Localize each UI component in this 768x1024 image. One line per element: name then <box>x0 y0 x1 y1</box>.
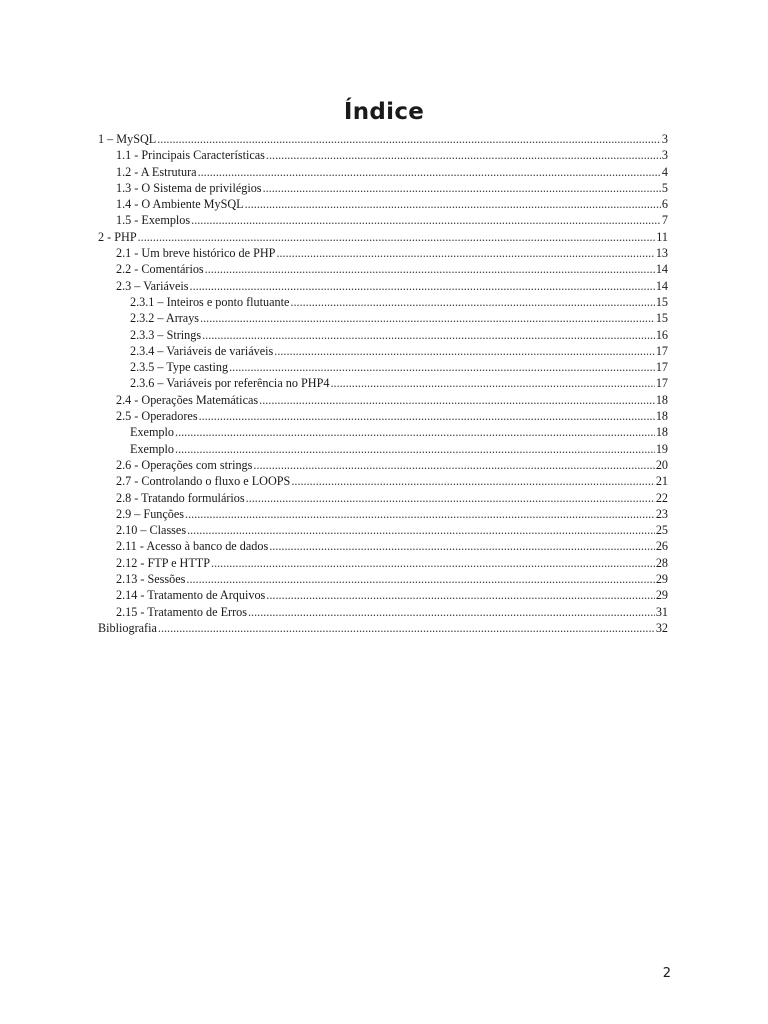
toc-entry[interactable] <box>98 473 668 489</box>
toc-entry-label: 2.3.3 – Strings <box>130 327 202 342</box>
toc-entry[interactable] <box>98 359 668 375</box>
toc-entry-label: 1.3 - O Sistema de privilégios <box>116 180 262 195</box>
toc-entry[interactable] <box>98 587 668 603</box>
toc-entry[interactable] <box>98 245 668 261</box>
toc-entry-label: 2.3 – Variáveis <box>116 278 189 293</box>
toc-entry-label: 2.3.6 – Variáveis por referência no PHP4 <box>130 376 330 391</box>
toc-dot-leader <box>187 522 655 538</box>
toc-entry[interactable] <box>98 196 668 212</box>
toc-entry[interactable] <box>98 278 668 294</box>
toc-dot-leader <box>200 310 655 326</box>
toc-entry[interactable] <box>98 538 668 554</box>
toc-entry-page: 29 <box>655 572 668 587</box>
toc-dot-leader <box>263 180 661 196</box>
toc-entry[interactable] <box>98 164 668 180</box>
toc-entry-label: 2.3.1 – Inteiros e ponto flutuante <box>130 294 290 309</box>
toc-entry-label: 2 - PHP <box>98 229 137 244</box>
toc-entry-page: 21 <box>655 474 668 489</box>
toc-entry-page: 25 <box>655 523 668 538</box>
page-title: Índice <box>343 99 425 126</box>
toc-entry-page: 29 <box>655 588 668 603</box>
toc-entry[interactable] <box>98 604 668 620</box>
toc-entry-page: 14 <box>655 262 668 277</box>
toc-entry[interactable] <box>98 457 668 473</box>
toc-entry-label: 2.2 - Comentários <box>116 262 204 277</box>
toc-entry[interactable] <box>98 424 668 440</box>
toc-dot-leader <box>266 587 655 603</box>
toc-entry-label: 1.1 - Principais Características <box>116 148 265 163</box>
toc-entry-label: 2.5 - Operadores <box>116 409 198 424</box>
toc-entry-label: 1.4 - O Ambiente MySQL <box>116 197 244 212</box>
toc-entry-page: 17 <box>655 376 668 391</box>
toc-dot-leader <box>190 278 655 294</box>
toc-entry-label: 2.3.2 – Arrays <box>130 311 200 326</box>
toc-entry-label: 1 – MySQL <box>98 132 157 146</box>
toc-dot-leader <box>229 359 655 375</box>
toc-entry[interactable] <box>98 441 668 457</box>
toc-entry-label: 2.6 - Operações com strings <box>116 457 253 472</box>
toc-entry-label: Bibliografia <box>98 620 157 635</box>
toc-entry[interactable] <box>98 343 668 359</box>
toc-entry-page: 15 <box>655 294 668 309</box>
toc-dot-leader <box>269 538 655 554</box>
toc-dot-leader <box>175 424 655 440</box>
toc-dot-leader <box>185 506 655 522</box>
table-of-contents <box>98 131 668 636</box>
toc-entry-label: 2.14 - Tratamento de Arquivos <box>116 588 266 603</box>
toc-entry-label: 2.13 - Sessões <box>116 572 186 587</box>
toc-dot-leader <box>211 555 655 571</box>
toc-entry-page: 6 <box>661 197 668 212</box>
toc-entry-page: 22 <box>655 490 668 505</box>
toc-entry-page: 18 <box>655 425 668 440</box>
toc-dot-leader <box>205 261 655 277</box>
toc-entry-page: 7 <box>661 213 668 228</box>
toc-entry-page: 15 <box>655 311 668 326</box>
toc-dot-leader <box>246 490 655 506</box>
toc-dot-leader <box>266 147 661 163</box>
toc-dot-leader <box>291 473 654 489</box>
toc-entry-label: 2.4 - Operações Matemáticas <box>116 392 259 407</box>
toc-entry[interactable] <box>98 375 668 391</box>
toc-entry[interactable] <box>98 310 668 326</box>
toc-dot-leader <box>191 212 661 228</box>
toc-entry-page: 20 <box>655 457 668 472</box>
toc-dot-leader <box>138 229 656 245</box>
toc-entry-label: 2.1 - Um breve histórico de PHP <box>116 246 276 261</box>
toc-dot-leader <box>276 245 654 261</box>
toc-entry-label: 2.11 - Acesso à banco de dados <box>116 539 269 554</box>
toc-entry[interactable] <box>98 294 668 310</box>
toc-entry[interactable] <box>98 392 668 408</box>
toc-entry-label: 2.10 – Classes <box>116 523 187 538</box>
toc-dot-leader <box>259 392 655 408</box>
toc-entry-page: 5 <box>661 180 668 195</box>
toc-dot-leader <box>199 408 655 424</box>
toc-entry-page: 14 <box>655 278 668 293</box>
toc-entry[interactable] <box>98 522 668 538</box>
toc-entry-label: 2.15 - Tratamento de Erros <box>116 604 247 619</box>
page-number: 2 <box>662 966 671 981</box>
toc-entry[interactable] <box>98 131 668 147</box>
toc-entry-label: Exemplo <box>130 425 175 440</box>
toc-entry-label: 1.2 - A Estrutura <box>116 164 197 179</box>
toc-entry-page: 17 <box>655 343 668 358</box>
toc-dot-leader <box>253 457 654 473</box>
toc-entry-page: 13 <box>655 246 668 261</box>
toc-entry[interactable] <box>98 555 668 571</box>
toc-entry-label: 2.12 - FTP e HTTP <box>116 555 211 570</box>
toc-dot-leader <box>202 327 655 343</box>
toc-entry-page: 17 <box>655 360 668 375</box>
toc-dot-leader <box>157 131 661 147</box>
toc-entry-page: 16 <box>655 327 668 342</box>
toc-dot-leader <box>186 571 654 587</box>
toc-entry[interactable] <box>98 327 668 343</box>
toc-entry[interactable] <box>98 261 668 277</box>
toc-dot-leader <box>198 164 661 180</box>
toc-entry[interactable] <box>98 571 668 587</box>
toc-entry[interactable] <box>98 408 668 424</box>
toc-entry-label: 1.5 - Exemplos <box>116 213 191 228</box>
toc-entry[interactable] <box>98 147 668 163</box>
toc-entry-page: 28 <box>655 555 668 570</box>
toc-entry-page: 26 <box>655 539 668 554</box>
toc-entry-page: 32 <box>655 620 668 635</box>
toc-entry-label: 2.3.5 – Type casting <box>130 360 229 375</box>
toc-entry-page: 18 <box>655 392 668 407</box>
toc-entry-page: 18 <box>655 409 668 424</box>
toc-entry-page: 19 <box>655 441 668 456</box>
toc-entry-label: 2.7 - Controlando o fluxo e LOOPS <box>116 474 291 489</box>
toc-entry[interactable] <box>98 212 668 228</box>
toc-entry-page: 23 <box>655 506 668 521</box>
toc-entry-label: 2.9 – Funções <box>116 506 185 521</box>
toc-dot-leader <box>330 375 654 391</box>
toc-dot-leader <box>290 294 654 310</box>
toc-dot-leader <box>274 343 655 359</box>
toc-entry[interactable] <box>98 620 668 636</box>
toc-dot-leader <box>158 620 655 636</box>
toc-dot-leader <box>248 604 655 620</box>
toc-entry[interactable] <box>98 490 668 506</box>
toc-entry-label: 2.3.4 – Variáveis de variáveis <box>130 343 274 358</box>
toc-entry-label: 2.8 - Tratando formulários <box>116 490 245 505</box>
toc-entry[interactable] <box>98 506 668 522</box>
toc-entry[interactable] <box>98 229 668 245</box>
toc-entry-page: 3 <box>661 148 668 163</box>
toc-dot-leader <box>175 441 655 457</box>
toc-entry-label: Exemplo <box>130 441 175 456</box>
toc-entry[interactable] <box>98 180 668 196</box>
toc-dot-leader <box>245 196 661 212</box>
toc-entry-page: 4 <box>661 164 668 179</box>
toc-entry-page: 31 <box>655 604 668 619</box>
toc-entry-page: 11 <box>656 229 668 244</box>
toc-entry-page: 3 <box>661 132 668 146</box>
